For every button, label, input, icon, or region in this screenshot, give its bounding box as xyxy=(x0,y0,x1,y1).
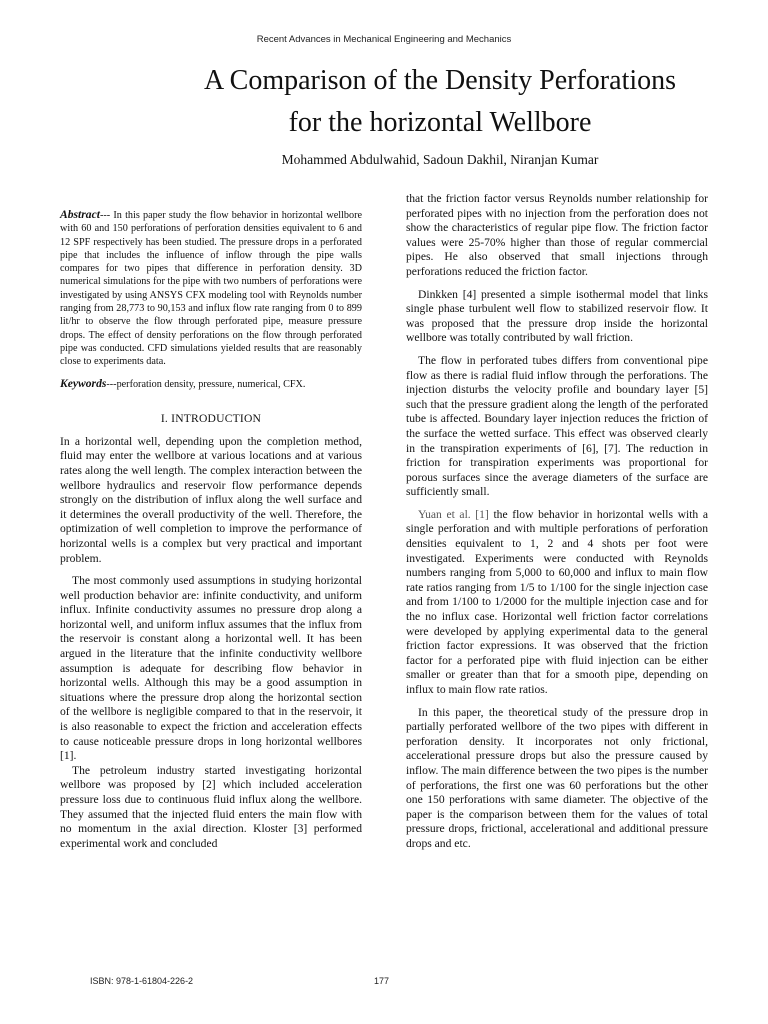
left-column xyxy=(60,208,362,859)
title-line-1: A Comparison of the Density Perforations xyxy=(203,65,677,96)
footer-isbn: ISBN: 978-1-61804-226-2 xyxy=(90,976,194,986)
intro-paragraph-5: Dinkken [4] presented a simple isothermal model that links single phase turbulent well flow to stabilized reservoir flow. It was proposed that the pressure drop inside the horizontal wellbore was totally contributed by wall friction. xyxy=(406,287,708,345)
intro-paragraph-8: In this paper, the theoretical study of the pressure drop in partially perforated wellbore of the two pipes with different in perforation density. It incorporates not only frictional, accelerational pressure drops but also the pressure caused by inflow. The main difference between the two pipes is the number of perforations, the first one was 60 perforations but the other one 150 perforations with same diameter. The objective of the paper is the comparison between them for the values of total pressure drops, frictional, accelerational and additional pressure drops and etc. xyxy=(406,705,708,850)
title-line-2: for the horizontal Wellbore xyxy=(288,107,592,138)
citation-yuan: Yuan et al. [1] xyxy=(418,507,489,521)
section-heading-introduction: I. INTRODUCTION xyxy=(160,412,262,426)
author-list: Mohammed Abdulwahid, Sadoun Dakhil, Niranjan Kumar xyxy=(281,152,599,167)
keywords-text: perforation density, pressure, numerical, CFX. xyxy=(116,378,306,390)
keywords-dashes: --- xyxy=(106,378,117,390)
right-column xyxy=(406,192,708,860)
intro-paragraph-7-text: the flow behavior in horizontal wells with a single perforation and with multiple perforations of perforation densities equivalent to 1, 2 and 4 shots per foot were investigated. Experiments were conducted with Reynolds numbers ranging from 5,000 to 60,000 and influx to main flow rate ratios ranging from 1/5 to 1/100 for the single injection case and from 1/100 to 1/2000 for the multiple injection case and for the no influx case. Horizontal well friction factor correlations were developed by applying experimental data to the general friction factor expressions. It was observed that the friction factor for a perforated pipe with fluid injection can be either smaller or greater than that for a smooth pipe, depending on influx to main flow rate ratios. xyxy=(406,507,708,696)
intro-paragraph-3: The petroleum industry started investigating horizontal wellbore was proposed by [2] which included acceleration pressure loss due to continuous fluid influx along the wellbore. They assumed that the injected fluid enters the main flow with no momentum in the axial direction. Kloster [3] performed experimental work and concluded xyxy=(60,763,362,850)
paper-title xyxy=(60,60,768,144)
keywords xyxy=(60,377,362,393)
abstract-dashes: --- xyxy=(99,210,111,221)
keywords-label: Keywords xyxy=(60,376,107,390)
intro-paragraph-6: The flow in perforated tubes differs from conventional pipe flow as there is radial fluid inflow through the perforations. The injection disturbs the velocity profile and boundary layer [5] such that the pressure gradient along the length of the perforated tube is affected. Boundary layer injection reduces the friction of the surface the wetted surface. This effect was observed clearly in the transpiration experiments of [6], [7]. The reduction in friction for transpiration experiments was proportional for porous surfaces since the average diameters of the surface are sufficiently small. xyxy=(406,353,708,499)
running-head: Recent Advances in Mechanical Engineering and Mechanics xyxy=(256,34,512,45)
intro-paragraph-1: In a horizontal well, depending upon the completion method, fluid may enter the wellbore at various locations and at various rates along the well length. The complex interaction between the wellbore hydraulics and reservoir flow performance depends strongly on the distribution of influx along the well surface and it determines the overall productivity of the well. Therefore, the optimization of well completion to improve the performance of horizontal wells is a complex but very practical and important problem. xyxy=(60,434,362,565)
abstract-text: In this paper study the flow behavior in horizontal wellbore with 60 and 150 perforations of perforation densities equivalent to 6 and 12 SPF respectively has been studied. The pressure drops in a perforated pipe that includes the influence of inflow through the pipe walls compares for two pipes that difference in perforation density. 3D numerical simulations for the pipe with two numbers of perforations were investigated by using ANSYS CFX modeling tool with Reynolds number ranging from 28,773 to 90,153 and influx flow rate ranging from 0 to 899 lit/hr to observe the flow through perforated pipe, measure pressure drops. The effect of density perforations on the flow through perforated pipe was conducted. CFD simulations yielded results that are reasonably close to experiments data. xyxy=(60,210,362,368)
intro-paragraph-7 xyxy=(406,508,708,698)
abstract xyxy=(60,208,362,369)
abstract-label: Abstract xyxy=(60,208,100,221)
intro-paragraph-2: The most commonly used assumptions in studying horizontal well production behavior are: infinite conductivity, and uniform influx. Infinite conductivity assumes no pressure drop along a horizontal well, and uniform influx assumes that the influx from the reservoir is constant along a horizontal well. It has been argued in the literature that the infinite conductivity wellbore assumption is adequate for describing flow behavior in horizontal wells. Although this may be a good assumption in situations where the pressure drop along the horizontal section of the wellbore is negligible compared to that in the reservoir, it is also reasonable to expect the friction and acceleration effects to cause noticeable pressure drops in long horizontal wellbores [1]. xyxy=(60,574,362,763)
page-number: 177 xyxy=(374,976,390,986)
intro-paragraph-4: that the friction factor versus Reynolds number relationship for perforated pipes with no injection from the perforation does not show the characteristics of regular pipe flow. The friction factor values were 25-70% higher than those of regular commercial pipes. He also observed that small injections through perforations reduced the friction factor. xyxy=(406,192,708,278)
